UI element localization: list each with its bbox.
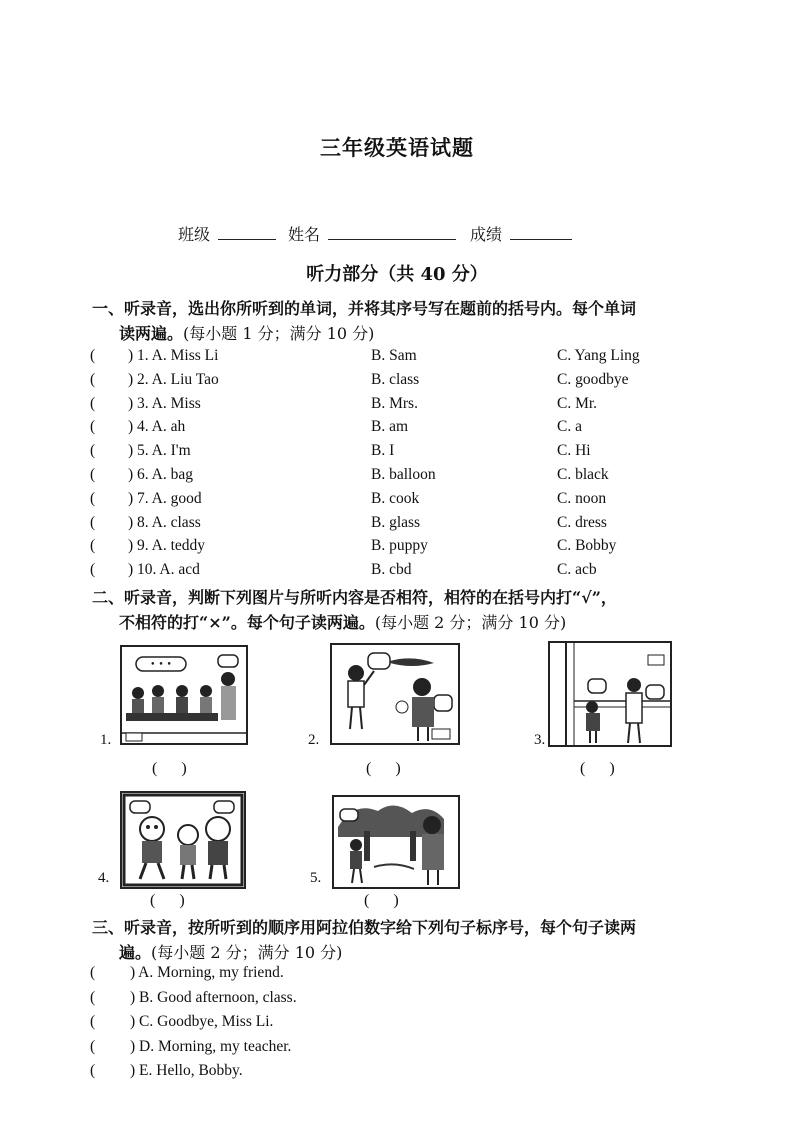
section3-line2-text: 遍。 (119, 943, 152, 962)
answer-bracket[interactable]: ( (90, 1013, 96, 1030)
option-a: ) 8. A. class (128, 513, 201, 531)
option-b: B. Sam (371, 347, 417, 364)
section1-line1: 一、听录音，选出你所听到的单词，并将其序号写在题前的括号内。每个单词 (92, 299, 637, 318)
picture-2-answer[interactable]: ( ) (366, 760, 401, 777)
section3-instruction (92, 915, 712, 965)
class-blank[interactable] (218, 225, 276, 240)
option-b: B. am (371, 418, 409, 436)
option-b: B. balloon (371, 466, 436, 483)
picture-3-label: 3. (534, 732, 546, 748)
section3-note: (每小题 2 分；满分 10 分) (151, 943, 343, 962)
sentence-text: ) D. Morning, my teacher. (130, 1037, 292, 1055)
option-a: ) 4. A. ah (128, 418, 186, 436)
picture-1-answer[interactable]: ( ) (152, 760, 187, 777)
park-illustration (334, 797, 458, 887)
option-b: B. glass (371, 513, 421, 531)
option-a: ) 7. A. good (128, 489, 202, 507)
answer-bracket[interactable]: ( (90, 489, 96, 507)
section2-instruction (92, 585, 712, 635)
answer-bracket[interactable]: ( (90, 370, 96, 388)
answer-bracket[interactable]: ( (90, 988, 96, 1006)
sentence-text: ) B. Good afternoon, class. (130, 988, 297, 1006)
option-a: ) 10. A. acd (128, 561, 200, 579)
picture-3-answer[interactable]: ( ) (580, 760, 615, 777)
section1-line2 (92, 321, 712, 346)
picture-3-hallway (548, 641, 672, 747)
picture-1-label: 1. (100, 732, 112, 748)
picture-5-park (332, 795, 460, 889)
picture-1-classroom (120, 645, 248, 745)
answer-bracket[interactable]: ( (90, 442, 96, 460)
section1-instruction (92, 296, 712, 346)
option-c: C. a (557, 418, 582, 436)
option-a: ) 1. A. Miss Li (128, 347, 219, 364)
option-c: C. goodbye (557, 370, 629, 388)
option-b: B. class (371, 370, 420, 388)
picture-2-greeting (330, 643, 460, 745)
section2-line2-text: 不相符的打“×”。每个句子读两遍。 (119, 613, 375, 632)
greeting-illustration (332, 645, 458, 743)
cartoon-illustration (122, 793, 244, 887)
picture-2-label: 2. (308, 732, 320, 748)
option-b: B. Mrs. (371, 394, 418, 412)
section2-line2 (92, 610, 712, 635)
name-label: 姓名 (288, 225, 321, 244)
hallway-illustration (550, 643, 670, 745)
option-a: ) 6. A. bag (128, 466, 194, 483)
picture-4-cartoon (120, 791, 246, 889)
name-blank[interactable] (328, 225, 456, 240)
answer-bracket[interactable]: ( (90, 466, 96, 483)
option-c: C. dress (557, 513, 607, 531)
page-title: 三年级英语试题 (320, 135, 474, 160)
answer-bracket[interactable]: ( (90, 1037, 96, 1055)
answer-bracket[interactable]: ( (90, 561, 96, 579)
picture-4-answer[interactable]: ( ) (150, 892, 185, 909)
answer-bracket[interactable]: ( (90, 537, 96, 555)
option-c: C. black (557, 466, 609, 483)
option-c: C. Yang Ling (557, 347, 640, 364)
answer-bracket[interactable]: ( (90, 394, 96, 412)
option-b: B. cook (371, 489, 420, 507)
option-a: ) 3. A. Miss (128, 394, 201, 412)
option-c: C. Bobby (557, 537, 617, 555)
answer-bracket[interactable]: ( (90, 513, 96, 531)
score-label: 成绩 (470, 225, 503, 244)
option-a: ) 2. A. Liu Tao (128, 370, 219, 388)
section3-line2 (92, 940, 712, 965)
sentence-text: ) A. Morning, my friend. (130, 964, 284, 981)
option-b: B. I (371, 442, 395, 460)
section1-note: (每小题 1 分；满分 10 分) (183, 324, 375, 343)
class-label: 班级 (178, 225, 211, 244)
section2-note: (每小题 2 分；满分 10 分) (374, 613, 567, 632)
option-a: ) 9. A. teddy (128, 537, 206, 555)
section1-line2-text: 读两遍。 (119, 324, 184, 343)
option-b: B. cbd (371, 561, 412, 579)
picture-5-label: 5. (310, 870, 322, 886)
listening-part-title: 听力部分（共 40 分） (306, 264, 488, 285)
answer-bracket[interactable]: ( (90, 418, 96, 436)
section2-line1: 二、听录音，判断下列图片与所听内容是否相符，相符的在括号内打“√”， (92, 588, 617, 607)
option-c: C. Mr. (557, 394, 598, 412)
option-b: B. puppy (371, 537, 428, 555)
classroom-illustration (122, 647, 246, 743)
svg-text:• • •: • • • (150, 660, 172, 670)
option-c: C. acb (557, 561, 597, 579)
student-info-line (178, 222, 578, 245)
sentence-text: ) C. Goodbye, Miss Li. (130, 1013, 274, 1030)
answer-bracket[interactable]: ( (90, 347, 96, 364)
option-c: C. Hi (557, 442, 591, 460)
answer-bracket[interactable]: ( (90, 964, 96, 981)
sentence-text: ) E. Hello, Bobby. (130, 1062, 243, 1079)
option-a: ) 5. A. I'm (128, 442, 191, 460)
picture-5-answer[interactable]: ( ) (364, 892, 399, 909)
score-blank[interactable] (510, 225, 572, 240)
option-c: C. noon (557, 489, 607, 507)
answer-bracket[interactable]: ( (90, 1062, 96, 1079)
picture-4-label: 4. (98, 870, 110, 886)
section3-line1: 三、听录音，按所听到的顺序用阿拉伯数字给下列句子标序号，每个句子读两 (92, 918, 637, 937)
